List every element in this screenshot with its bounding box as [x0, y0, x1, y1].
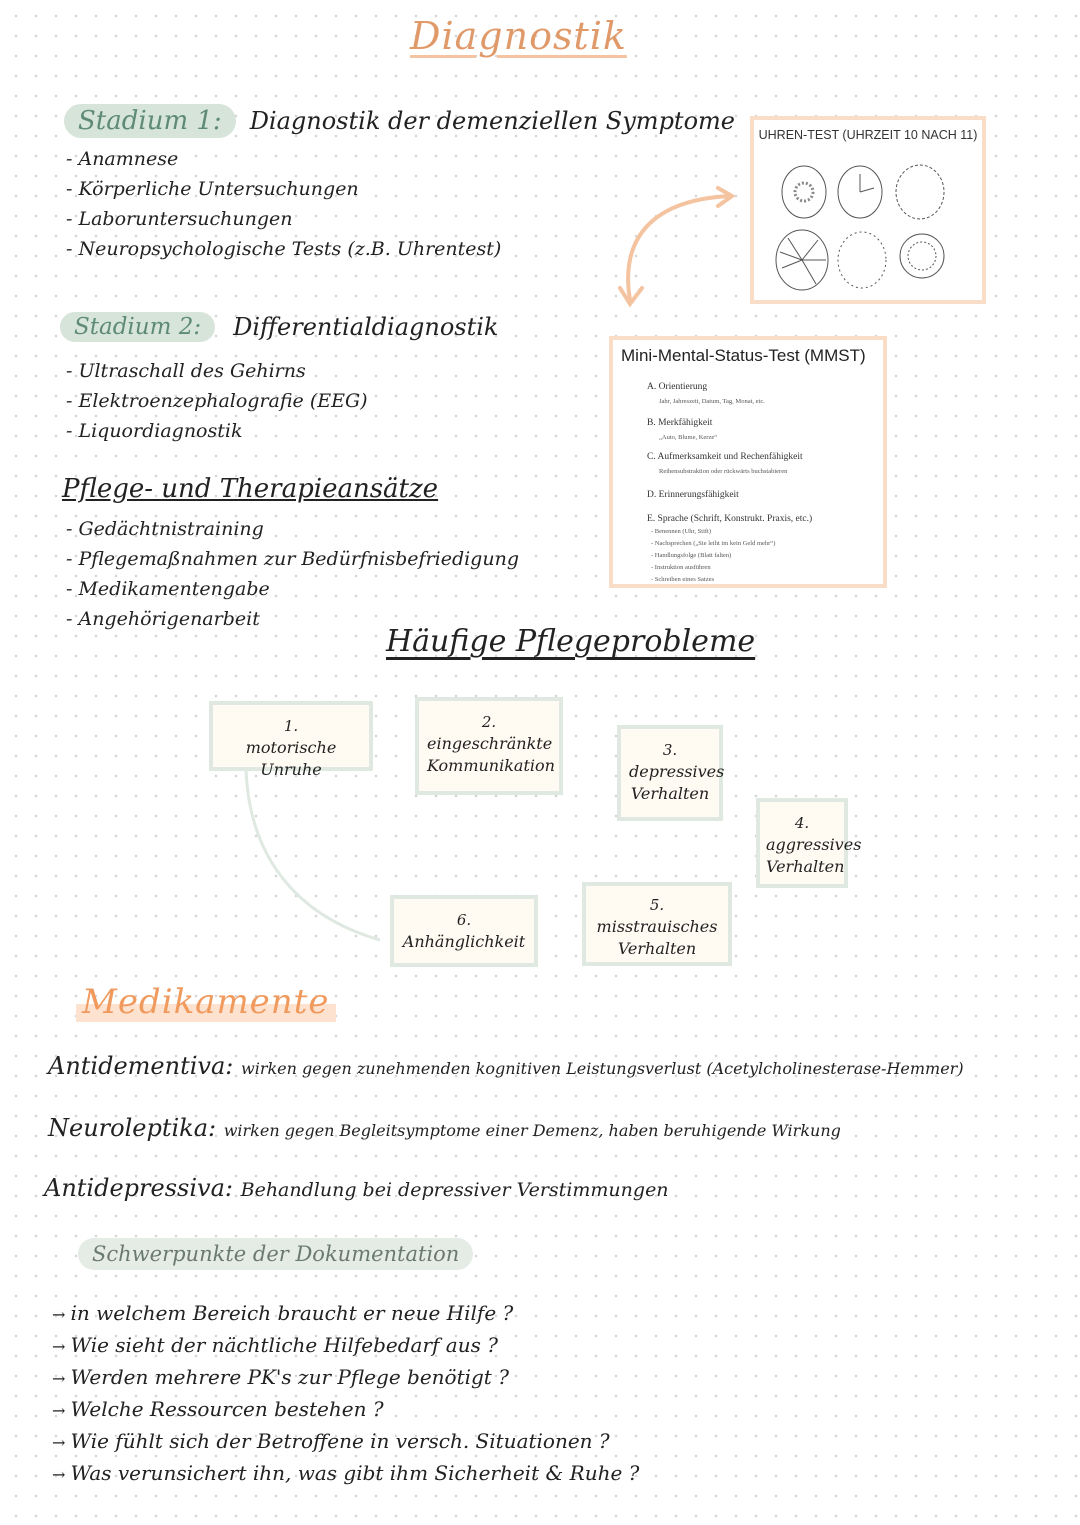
med-line-antidementiva: Antidementiva: wirken gegen zunehmenden kognitiven Leistungsverlust (Acetylcholinesterase-Hemmer): [48, 1052, 964, 1080]
mmst-sprache-item: - Schreiben eines Satzes: [651, 576, 714, 583]
mmst-sprache-item: - Nachsprechen („Sie leiht im kein Geld mehr“): [651, 540, 776, 547]
problem-number: 2.: [481, 713, 497, 731]
mmst-sprache-item: - Handlungsfolge (Blatt falten): [651, 552, 732, 559]
med-term: Antidementiva: [48, 1052, 226, 1080]
problem-text: Anhänglichkeit: [402, 932, 526, 951]
mmst-section-detail: Reihensubstraktion oder rückwärts buchstabieren: [659, 468, 788, 475]
problem-text: misstrauisches Verhalten: [596, 917, 718, 958]
mmst-section-detail: „Auto, Blume, Kerze“: [659, 434, 718, 441]
clock-test-box: [750, 116, 986, 304]
mmst-section: B. Merkfähigkeit: [647, 418, 713, 428]
curved-arrow-icon: [590, 180, 750, 310]
list-item: - Liquordiagnostik: [66, 416, 368, 446]
mmst-title: Mini-Mental-Status-Test (MMST): [621, 346, 866, 365]
list-item: - Elektroenzephalografie (EEG): [66, 386, 368, 416]
problem-box-4: [756, 798, 862, 888]
problem-number: 6.: [456, 911, 472, 929]
mmst-section: D. Erinnerungsfähigkeit: [647, 490, 739, 500]
list-item: → Was verunsichert ihn, was gibt ihm Sicherheit & Ruhe ?: [52, 1458, 639, 1490]
problem-box-1: [209, 701, 373, 779]
problem-number: 1.: [283, 717, 299, 735]
list-item: - Körperliche Untersuchungen: [66, 174, 501, 204]
list-item: - Pflegemaßnahmen zur Bedürfnisbefriedigung: [66, 544, 519, 574]
med-line-neuroleptika: Neuroleptika: wirken gegen Begleitsymptome einer Demenz, haben beruhigende Wirkung: [48, 1114, 841, 1142]
documentation-list: [52, 1298, 639, 1490]
problem-text: depressives Verhalten: [629, 762, 725, 803]
stage1-list: [66, 144, 501, 264]
list-item: - Anamnese: [66, 144, 501, 174]
mmst-section-detail: Jahr, Jahreszeit, Datum, Tag, Monat, etc.: [659, 398, 765, 405]
problem-text: motorische Unruhe: [245, 738, 337, 779]
list-item: → Welche Ressourcen bestehen ?: [52, 1394, 639, 1426]
problem-box-3: [617, 725, 723, 821]
documentation-heading: Schwerpunkte der Dokumentation: [78, 1238, 473, 1270]
problem-box-2: [415, 697, 563, 795]
med-line-antidepressiva: Antidepressiva: Behandlung bei depressiver Verstimmungen: [44, 1174, 669, 1202]
med-desc: Behandlung bei depressiver Verstimmungen: [240, 1179, 669, 1201]
problem-number: 4.: [794, 814, 810, 832]
med-desc: wirken gegen zunehmenden kognitiven Leistungsverlust (Acetylcholinesterase-Hemmer): [241, 1059, 964, 1078]
problem-text: aggressives Verhalten: [766, 835, 862, 876]
med-term: Neuroleptika: [48, 1114, 208, 1142]
problem-box-6: [390, 895, 538, 967]
mmst-box: [609, 336, 887, 588]
problems-heading: Häufige Pflegeprobleme: [386, 624, 756, 659]
stage1-header: [64, 104, 735, 138]
mmst-section: C. Aufmerksamkeit und Rechenfähigkeit: [647, 452, 803, 462]
med-term: Antidepressiva: [44, 1174, 225, 1202]
mmst-section: A. Orientierung: [647, 382, 708, 392]
list-item: - Angehörigenarbeit: [66, 604, 519, 634]
list-item: → in welchem Bereich braucht er neue Hilfe ?: [52, 1298, 639, 1330]
med-desc: wirken gegen Begleitsymptome einer Demenz, haben beruhigende Wirkung: [223, 1121, 841, 1140]
problem-number: 5.: [649, 896, 665, 914]
stage1-heading: Diagnostik der demenziellen Symptome: [249, 107, 735, 135]
mmst-sprache-item: - Benennen (Uhr, Stift): [651, 528, 712, 535]
list-item: - Medikamentengabe: [66, 574, 519, 604]
clock-test-title: UHREN-TEST (UHRZEIT 10 NACH 11): [758, 128, 978, 142]
mmst-sprache-item: - Instruktion ausführen: [651, 564, 711, 571]
pflege-heading: Pflege- und Therapieansätze: [62, 474, 439, 504]
list-item: - Ultraschall des Gehirns: [66, 356, 368, 386]
stage2-list: [66, 356, 368, 446]
clock-drawings-icon: [770, 162, 970, 294]
pflege-list: [66, 514, 519, 634]
list-item: → Werden mehrere PK's zur Pflege benötigt ?: [52, 1362, 639, 1394]
mmst-section: E. Sprache (Schrift, Konstrukt. Praxis, etc.): [647, 514, 813, 524]
medikamente-heading: Medikamente: [76, 982, 336, 1022]
problem-text: eingeschränkte Kommunikation: [427, 734, 555, 775]
problem-box-5: [582, 882, 732, 966]
stage1-label: Stadium 1:: [64, 104, 236, 138]
connector-line: [230, 770, 400, 950]
stage2-heading: Differentialdiagnostik: [233, 313, 499, 341]
list-item: → Wie sieht der nächtliche Hilfebedarf aus ?: [52, 1330, 639, 1362]
stage2-label: Stadium 2:: [60, 312, 215, 342]
page-title: Diagnostik: [410, 14, 627, 58]
list-item: - Laboruntersuchungen: [66, 204, 501, 234]
list-item: → Wie fühlt sich der Betroffene in versch. Situationen ?: [52, 1426, 639, 1458]
list-item: - Neuropsychologische Tests (z.B. Uhrentest): [66, 234, 501, 264]
list-item: - Gedächtnistraining: [66, 514, 519, 544]
stage2-header: [60, 312, 498, 342]
problem-number: 3.: [662, 741, 678, 759]
